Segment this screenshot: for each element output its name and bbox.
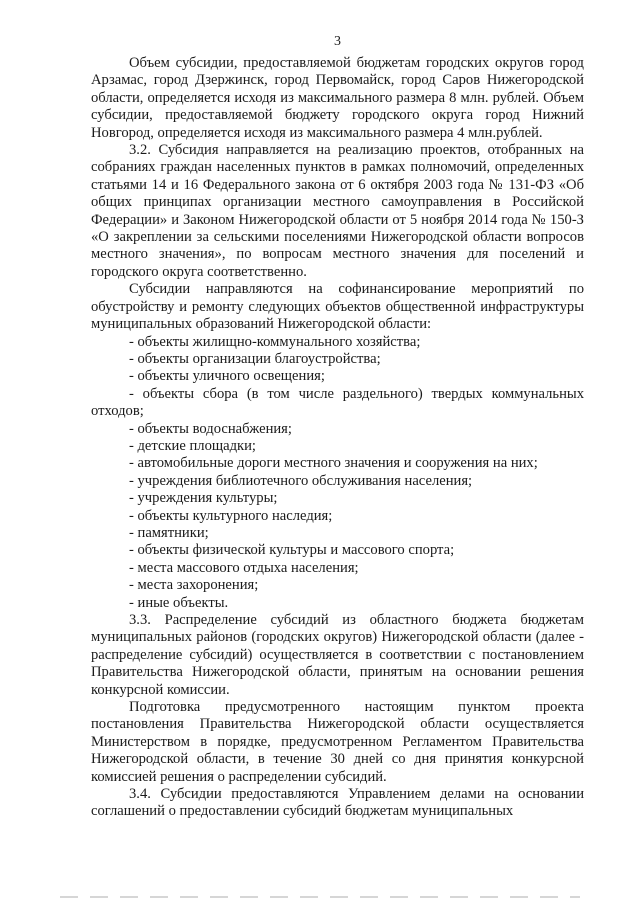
list-item: - памятники;: [129, 524, 209, 541]
list-item: - объекты культурного наследия;: [129, 507, 333, 524]
list-item: - учреждения библиотечного обслуживания населения;: [129, 472, 473, 489]
list-item: - объекты жилищно-коммунального хозяйства;: [129, 333, 421, 350]
paragraph-3-2: 3.2. Субсидия направляется на реализацию проектов, отобранных на собраниях граждан населенных пунктов в рамках полномочий, определенных статьями 14 и 16 Федерального закона от 6 октября 2003 года № 131-ФЗ «Об общих принципах организации местного самоуправления в Российской Федерации» и Законом Нижегородской области от 5 ноября 2014 года № 150-З «О закреплении за сельскими поселениями Нижегородской области вопросов местного значения», по вопросам местного значения для поселений и городского округа соответственно.: [91, 142, 584, 280]
paragraph-preparation: Подготовка предусмотренного настоящим пунктом проекта постановления Правительства Нижегородской области осуществляется Министерством в порядке, предусмотренном Регламентом Правительства Нижегородской области, в течение 30 дней со дня принятия конкурсной комиссией решения о распределении субсидий.: [91, 699, 584, 785]
document-body: [91, 55, 584, 821]
list-item: - объекты организации благоустройства;: [129, 350, 381, 367]
infrastructure-objects-list: [91, 334, 584, 613]
list-item: - объекты водоснабжения;: [129, 420, 292, 437]
list-item: - объекты сбора (в том числе раздельного) твердых коммунальных отходов;: [91, 385, 584, 420]
list-item: - учреждения культуры;: [129, 490, 278, 507]
paragraph-subsidy-volume: Объем субсидии, предоставляемой бюджетам городских округов город Арзамас, город Дзержинск, город Первомайск, город Саров Нижегородской области, определяется исходя из максимального размера 8 млн. рублей. Объем субсидии, предоставляемой бюджету городского округа город Нижний Новгород, определяется исходя из максимального размера 4 млн.рублей.: [91, 55, 584, 141]
list-item: - места массового отдыха населения;: [129, 559, 359, 576]
list-item: - объекты уличного освещения;: [129, 368, 325, 385]
bottom-edge-artifact: [60, 896, 580, 898]
paragraph-3-3: 3.3. Распределение субсидий из областного бюджета бюджетам муниципальных районов (городских округов) Нижегородской области (далее - распределение субсидий) осуществляется в соответствии с постановлением Правительства Нижегородской области, принятым на основании решения конкурсной комиссии.: [91, 612, 584, 698]
list-item: - иные объекты.: [129, 594, 229, 611]
list-item: - объекты физической культуры и массового спорта;: [129, 542, 455, 559]
paragraph-cofinancing: Субсидии направляются на софинансирование мероприятий по обустройству и ремонту следующих объектов общественной инфраструктуры муниципальных образований Нижегородской области:: [91, 281, 584, 333]
list-item: - места захоронения;: [129, 577, 259, 594]
paragraph-3-4: 3.4. Субсидии предоставляются Управлением делами на основании соглашений о предоставлении субсидий бюджетам муниципальных: [91, 786, 584, 820]
page-number: 3: [334, 34, 341, 49]
list-item: - автомобильные дороги местного значения и сооружения на них;: [129, 455, 538, 472]
list-item: - детские площадки;: [129, 437, 256, 454]
